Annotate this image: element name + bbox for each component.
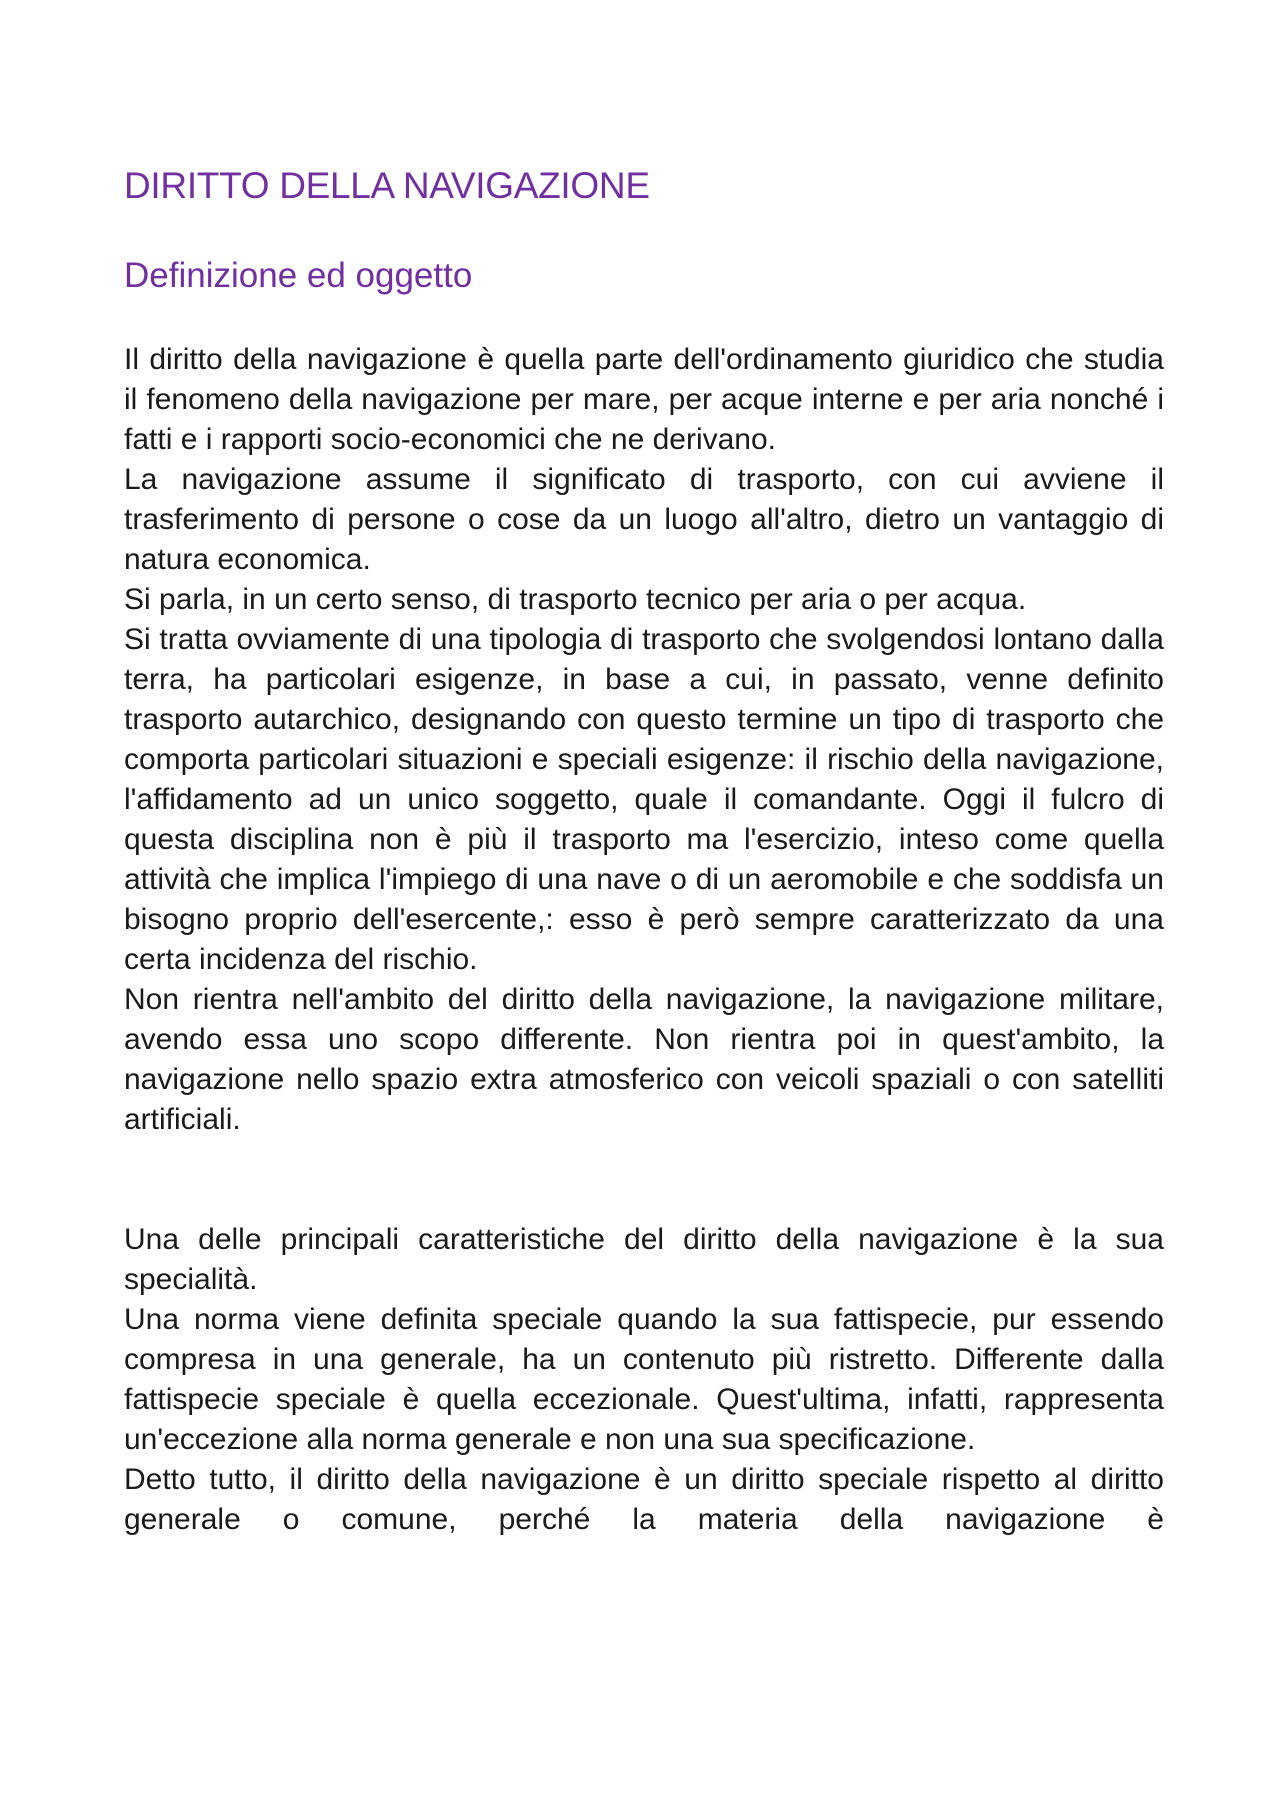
paragraph: Il diritto della navigazione è quella parte dell'ordinamento giuridico che studia il fenomeno della navigazione per mare, per acque interne e per aria nonché i fatti e i rapporti socio-economici che ne derivano. [124,343,1164,456]
section-heading: Definizione ed oggetto [124,256,473,295]
paragraph: Non rientra nell'ambito del diritto della navigazione, la navigazione militare, avendo essa uno scopo differente. Non rientra poi in quest'ambito, la navigazione nello spazio extra atmosferico con veicoli spaziali o con satelliti artificiali. [124,983,1164,1136]
paragraph: Una norma viene definita speciale quando la sua fattispecie, pur essendo compresa in una generale, ha un contenuto più ristretto. Differente dalla fattispecie speciale è quella eccezionale. Quest'ultima, infatti, rappresenta un'eccezione alla norma generale e non una sua specificazione. [124,1303,1164,1456]
paragraph: Una delle principali caratteristiche del diritto della navigazione è la sua specialità. [124,1223,1164,1296]
paragraph: Si parla, in un certo senso, di trasporto tecnico per aria o per acqua. [124,583,1027,616]
section-1-body [124,340,1164,1540]
document-content [124,164,1164,1540]
paragraph: Si tratta ovviamente di una tipologia di trasporto che svolgendosi lontano dalla terra, ha particolari esigenze, in base a cui, in passato, venne definito trasporto autarchico, designando con questo termine un tipo di trasporto che comporta particolari situazioni e speciali esigenze: il rischio della navigazione, l'affidamento ad un unico soggetto, quale il comandante. Oggi il fulcro di questa disciplina non è più il trasporto ma l'esercizio, inteso come quella attività che implica l'impiego di una nave o di un aeromobile e che soddisfa un bisogno proprio dell'esercente,: esso è però sempre caratterizzato da una certa incidenza del rischio. [124,623,1164,976]
section-spacer [124,1140,1164,1220]
paragraph: La navigazione assume il significato di trasporto, con cui avviene il trasferimento di persone o cose da un luogo all'altro, dietro un vantaggio di natura economica. [124,463,1164,576]
document-title: DIRITTO DELLA NAVIGAZIONE [124,165,650,206]
paragraph: Detto tutto, il diritto della navigazione è un diritto speciale rispetto al diritto generale o comune, perché la materia della navigazione è [124,1463,1164,1536]
